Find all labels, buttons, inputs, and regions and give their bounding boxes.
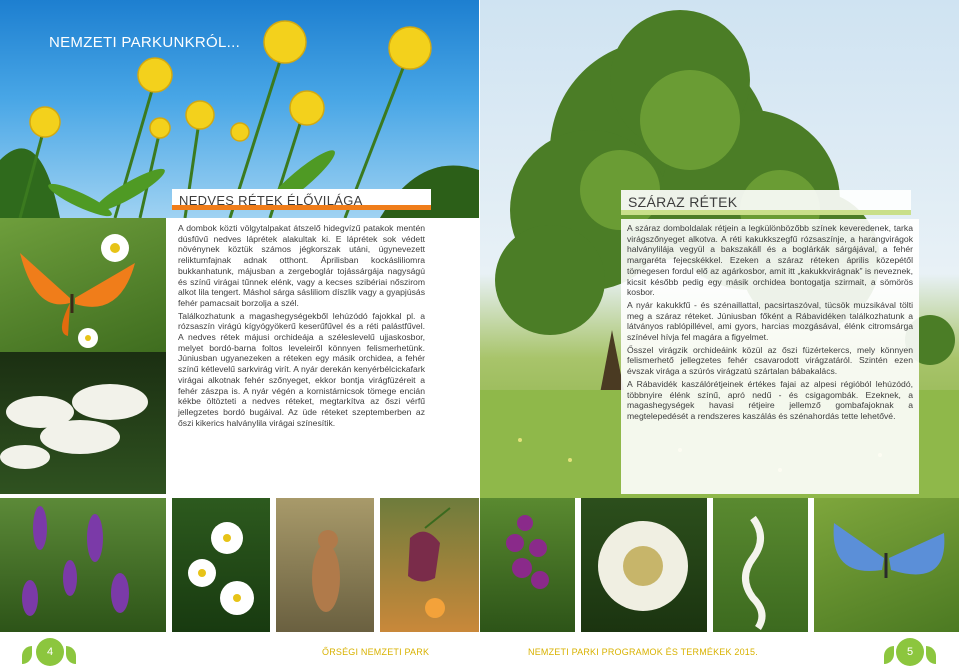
paragraph: Találkozhatunk a magashegységekből lehúzódó fajokkal pl. a rózsaszín virágú kígyógyökerű keserűfűvel és a réti palástfűvel. A nedves rétek májusi orchideája a széleslevelű ujjaskosbor, melyet bordó-barna foltos leveleiről könnyen felismerhetünk. Júniusban ugyanezeken a réteken egy másik orchidea, a fehér színű kétlevelű sarkvirág virít. A nyár derekán kenyérbélcickafark virágai alkotnak fehér szőnyeget, ekkor bontja virágfüzéreit a fehér zászpa is. A nyár végén a kornistárnicsok tömege encián kékbe öltözteti a nedves réteket, megtarkítva az őszi vérfű jellegzetes bordó bugáival. Az üde réteket szeptemberben az őszi kikerics halványlila virágai színesítik. bbox=[178, 310, 425, 428]
fritillary-illustration bbox=[380, 498, 479, 632]
gentian-illustration bbox=[0, 498, 166, 632]
carline-thistle-illustration bbox=[581, 498, 707, 632]
globeflower-photo bbox=[0, 0, 479, 218]
paragraph: A nyár kakukkfű - és szénaillattal, pacsirtaszóval, tücsök muzsikával tölti meg a száraz réteket. Júniusban főként a Rábavidéken találkozhatunk a látványos rablópillével, ami gyors, harcias mozgásával, élénk citromsárga színével hívja fel magára a figyelmet. bbox=[627, 299, 913, 343]
fritillary-photo bbox=[380, 498, 479, 632]
right-page bbox=[480, 0, 959, 672]
yarrow-photo bbox=[0, 352, 166, 494]
blue-butterfly-photo bbox=[814, 498, 959, 632]
narcissus-photo bbox=[172, 498, 270, 632]
page-number: 5 bbox=[896, 638, 924, 666]
ground-squirrel-photo bbox=[276, 498, 374, 632]
ground-squirrel-illustration bbox=[276, 498, 374, 632]
page-heading: NEMZETI PARKUNKRÓL... bbox=[49, 34, 241, 51]
page-number: 4 bbox=[36, 638, 64, 666]
globeflower-illustration bbox=[0, 0, 479, 218]
wet-meadows-text bbox=[172, 219, 431, 493]
narcissus-illustration bbox=[172, 498, 270, 632]
footer-title-right: NEMZETI PARKI PROGRAMOK ÉS TERMÉKEK 2015. bbox=[528, 647, 758, 657]
left-page bbox=[0, 0, 479, 672]
butterfly-photo bbox=[0, 218, 166, 352]
footer-title-left: ŐRSÉGI NEMZETI PARK bbox=[322, 647, 430, 657]
carline-thistle-photo bbox=[581, 498, 707, 632]
yarrow-illustration bbox=[0, 352, 166, 494]
paragraph: A Rábavidék kaszálórétjeinek értékes fajai az alpesi régióból lehúzódó, többnyire élénk színű, apró nedű - és csigagombák. Ezeknek, a magashegységek havasi rétjeire jellemző gombafajoknak a megtelepedését a rendszeres kaszálás és szénahordás tette lehetővé. bbox=[627, 378, 913, 421]
paragraph: Ősszel virágzik orchideáink közül az őszi füzértekercs, mely könnyen felismerhető jellegzetes fehér csavarodott virágzatáról. Szintén ezen évszak virága a szúrós virágzatú szártalan bábakalács. bbox=[627, 344, 913, 377]
gentian-photo bbox=[0, 498, 166, 632]
section-title-dry-meadows: SZÁRAZ RÉTEK bbox=[621, 190, 911, 215]
orchid-photo bbox=[480, 498, 575, 632]
paragraph: A száraz domboldalak rétjein a legkülönbözőbb színek keveredenek, tarka virágszőnyeget alkotva. A réti kakukkszegfű rózsaszínje, a harangvirágok halványlilája vegyül a bakszakáll és a boglárkák sárgájával, a fehér margaréta fejecskékkel. Ezeken a száraz réteken április közepétől tömegesen fordul elő az agárkosbor, amit itt „kakukkvirágnak” is neveznek, kicsit később pedig egy másik orchidea bontogatja szirmait, a sömörös kosbor. bbox=[627, 223, 913, 298]
orchid-illustration bbox=[480, 498, 575, 632]
ladys-tresses-illustration bbox=[713, 498, 808, 632]
butterfly-illustration bbox=[0, 218, 166, 352]
ladys-tresses-photo bbox=[713, 498, 808, 632]
section-title-wet-meadows: NEDVES RÉTEK ÉLŐVILÁGA bbox=[172, 189, 431, 210]
paragraph: A dombok közti völgytalpakat átszelő hidegvízű patakok mentén dúsfűvű nedves láprétek alakultak ki. E láprétek sok védett növénynek köztük számos jégkorszak utáni, úgynevezett reliktumfajnak adnak otthont. Áprilisban kockásliliomra bukkanhatunk, májusban a zergeboglár tojássárgája nagyságú és színű virágai tűnnek elénk, vagy a kecses szibériai nőszirom alkot lila tengert. Máshol sárga sásliliom díszlik vagy a gyapjúsás fehér pamacsait borzolja a szél. bbox=[178, 223, 425, 308]
dry-meadows-text bbox=[621, 219, 919, 494]
blue-butterfly-illustration bbox=[814, 498, 959, 632]
